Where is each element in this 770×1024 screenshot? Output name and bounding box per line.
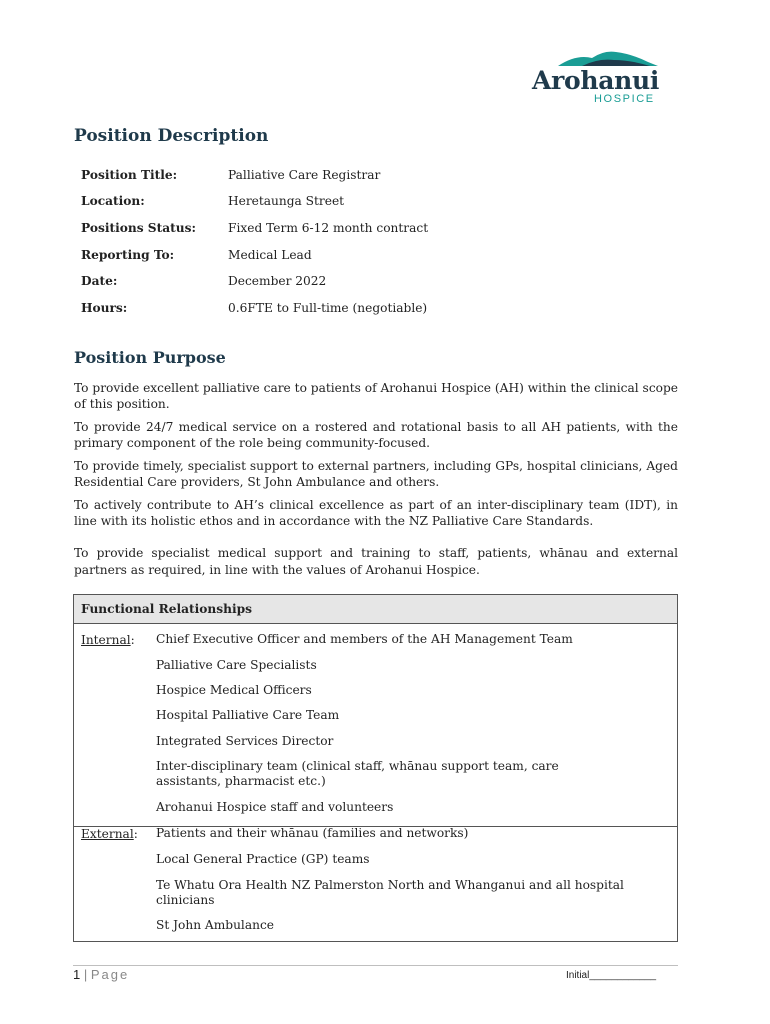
- table-header: [74, 595, 677, 624]
- footer-divider: [73, 965, 678, 966]
- detail-value: Fixed Term 6-12 month contract: [228, 221, 429, 235]
- detail-value: December 2022: [228, 274, 327, 288]
- list-item: St John Ambulance: [156, 918, 274, 932]
- logo-subtitle: HOSPICE: [594, 93, 655, 105]
- detail-label: Reporting To:: [81, 248, 175, 262]
- mountain-icon: [558, 48, 658, 68]
- arohanui-logo: [528, 48, 668, 110]
- detail-label: Date:: [81, 274, 118, 288]
- page-number: [73, 967, 129, 982]
- table-title: Functional Relationships: [81, 602, 252, 616]
- list-item: Inter-disciplinary team (clinical staff, whānau support team, care assistants, pharmacist etc.): [156, 759, 559, 788]
- external-label: External:: [81, 827, 138, 841]
- internal-label-text: Internal: [81, 633, 131, 647]
- initial-field: Initial____________: [566, 970, 657, 981]
- detail-label: Position Title:: [81, 168, 178, 182]
- list-item: Local General Practice (GP) teams: [156, 852, 370, 866]
- list-item: Te Whatu Ora Health NZ Palmerston North and Whanganui and all hospital clinicians: [156, 878, 624, 907]
- page-word: Page: [90, 967, 130, 982]
- external-label-text: External: [81, 827, 134, 841]
- detail-value: 0.6FTE to Full-time (negotiable): [228, 301, 428, 315]
- detail-value: Heretaunga Street: [228, 194, 345, 208]
- position-purpose-heading: Position Purpose: [74, 348, 226, 367]
- list-item: Chief Executive Officer and members of the AH Management Team: [156, 632, 573, 646]
- internal-label: Internal:: [81, 633, 135, 647]
- detail-label: Hours:: [81, 301, 128, 315]
- list-item: Hospital Palliative Care Team: [156, 708, 340, 722]
- list-item: Hospice Medical Officers: [156, 683, 312, 697]
- position-description-heading: Position Description: [74, 126, 269, 146]
- page-separator: |: [83, 967, 88, 982]
- page-number-value: 1: [73, 967, 81, 982]
- list-item: Integrated Services Director: [156, 734, 334, 748]
- list-item: Arohanui Hospice staff and volunteers: [156, 800, 394, 814]
- purpose-paragraph: To provide timely, specialist support to external partners, including GPs, hospital clinicians, Aged Residential Care providers, St John Ambulance and others.: [74, 459, 678, 489]
- purpose-paragraph: To provide 24/7 medical service on a rostered and rotational basis to all AH patients, with the primary component of the role being community-focused.: [74, 420, 678, 450]
- purpose-paragraph: To actively contribute to AH’s clinical excellence as part of an inter-disciplinary team (IDT), in line with its holistic ethos and in accordance with the NZ Palliative Care Standards.: [74, 498, 678, 528]
- list-item: Palliative Care Specialists: [156, 658, 317, 672]
- list-item: Patients and their whānau (families and networks): [156, 826, 469, 840]
- detail-label: Positions Status:: [81, 221, 196, 235]
- purpose-paragraph: To provide specialist medical support and training to staff, patients, whānau and external partners as required, in line with the values of Arohanui Hospice.: [74, 546, 678, 577]
- detail-label: Location:: [81, 194, 145, 208]
- detail-value: Medical Lead: [228, 248, 312, 262]
- detail-value: Palliative Care Registrar: [228, 168, 381, 182]
- functional-relationships-table: [73, 594, 678, 942]
- purpose-paragraph: To provide excellent palliative care to patients of Arohanui Hospice (AH) within the clinical scope of this position.: [74, 381, 678, 411]
- logo-name: Arohanui: [532, 66, 660, 95]
